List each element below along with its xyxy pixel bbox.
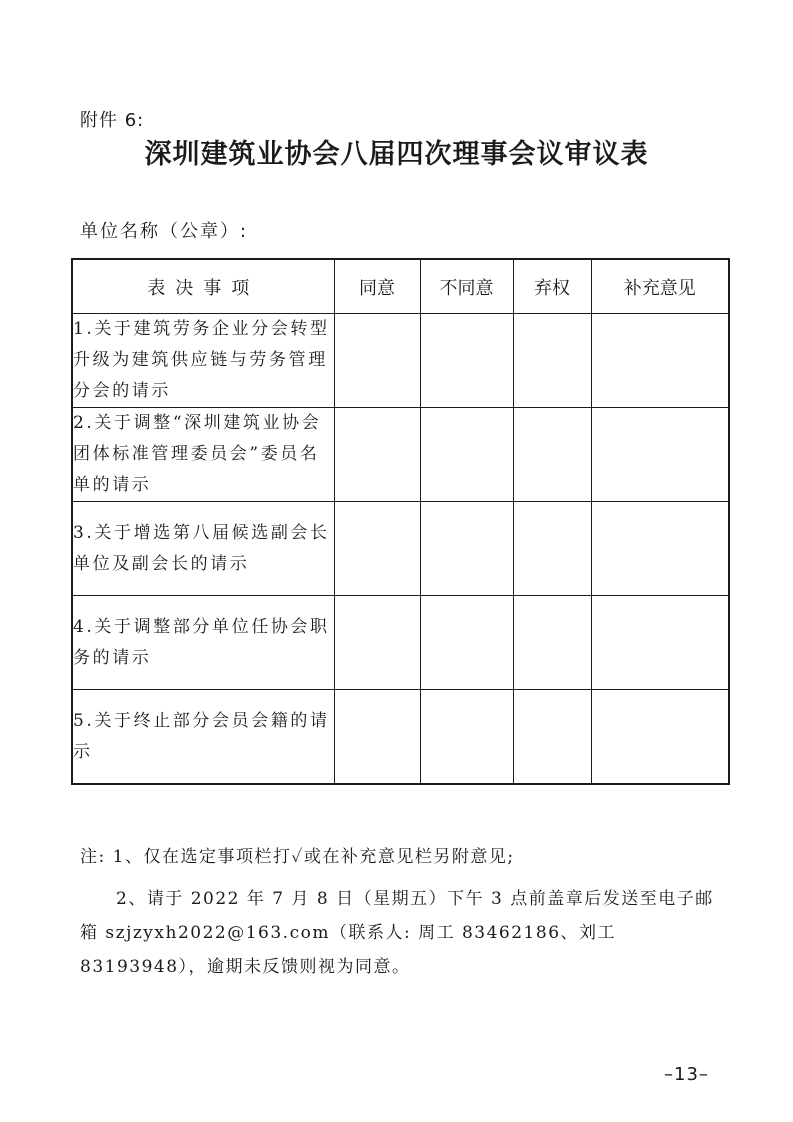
table-row	[72, 502, 729, 596]
abstain-cell[interactable]	[513, 596, 591, 690]
agree-cell[interactable]	[334, 314, 420, 408]
header-item: 表决事项	[72, 259, 334, 314]
header-abstain: 弃权	[513, 259, 591, 314]
note-2: 2、请于 2022 年 7 月 8 日（星期五）下午 3 点前盖章后发送至电子邮箱 szjzyxh2022@163.com（联系人: 周工 83462186、刘工 83193948），逾期未反馈则视为同意。	[80, 889, 714, 977]
item-cell: 4.关于调整部分单位任协会职务的请示	[72, 596, 334, 690]
item-cell: 2.关于调整“深圳建筑业协会团体标准管理委员会”委员名单的请示	[72, 408, 334, 502]
document-title: 深圳建筑业协会八届四次理事会议审议表	[144, 139, 649, 170]
comments-cell[interactable]	[591, 596, 729, 690]
abstain-cell[interactable]	[513, 314, 591, 408]
abstain-cell[interactable]	[513, 690, 591, 785]
note-1: 注: 1、仅在选定事项栏打✓或在补充意见栏另附意见;	[80, 847, 515, 867]
disagree-cell[interactable]	[420, 314, 513, 408]
header-comments: 补充意见	[591, 259, 729, 314]
table-row	[72, 596, 729, 690]
disagree-cell[interactable]	[420, 408, 513, 502]
comments-cell[interactable]	[591, 408, 729, 502]
attachment-label: 附件 6:	[80, 110, 145, 131]
item-cell: 5.关于终止部分会员会籍的请示	[72, 690, 334, 785]
comments-cell[interactable]	[591, 690, 729, 785]
comments-cell[interactable]	[591, 314, 729, 408]
voting-table	[71, 258, 730, 785]
disagree-cell[interactable]	[420, 596, 513, 690]
agree-cell[interactable]	[334, 408, 420, 502]
comments-cell[interactable]	[591, 502, 729, 596]
item-cell: 3.关于增选第八届候选副会长单位及副会长的请示	[72, 502, 334, 596]
abstain-cell[interactable]	[513, 408, 591, 502]
abstain-cell[interactable]	[513, 502, 591, 596]
page-number: –13–	[664, 1064, 709, 1085]
table-row	[72, 314, 729, 408]
disagree-cell[interactable]	[420, 502, 513, 596]
unit-name-label: 单位名称（公章）:	[80, 221, 249, 242]
table-row	[72, 408, 729, 502]
item-cell: 1.关于建筑劳务企业分会转型升级为建筑供应链与劳务管理分会的请示	[72, 314, 334, 408]
disagree-cell[interactable]	[420, 690, 513, 785]
header-disagree: 不同意	[420, 259, 513, 314]
table-header-row	[72, 259, 729, 314]
table-row	[72, 690, 729, 785]
agree-cell[interactable]	[334, 690, 420, 785]
header-agree: 同意	[334, 259, 420, 314]
agree-cell[interactable]	[334, 596, 420, 690]
agree-cell[interactable]	[334, 502, 420, 596]
